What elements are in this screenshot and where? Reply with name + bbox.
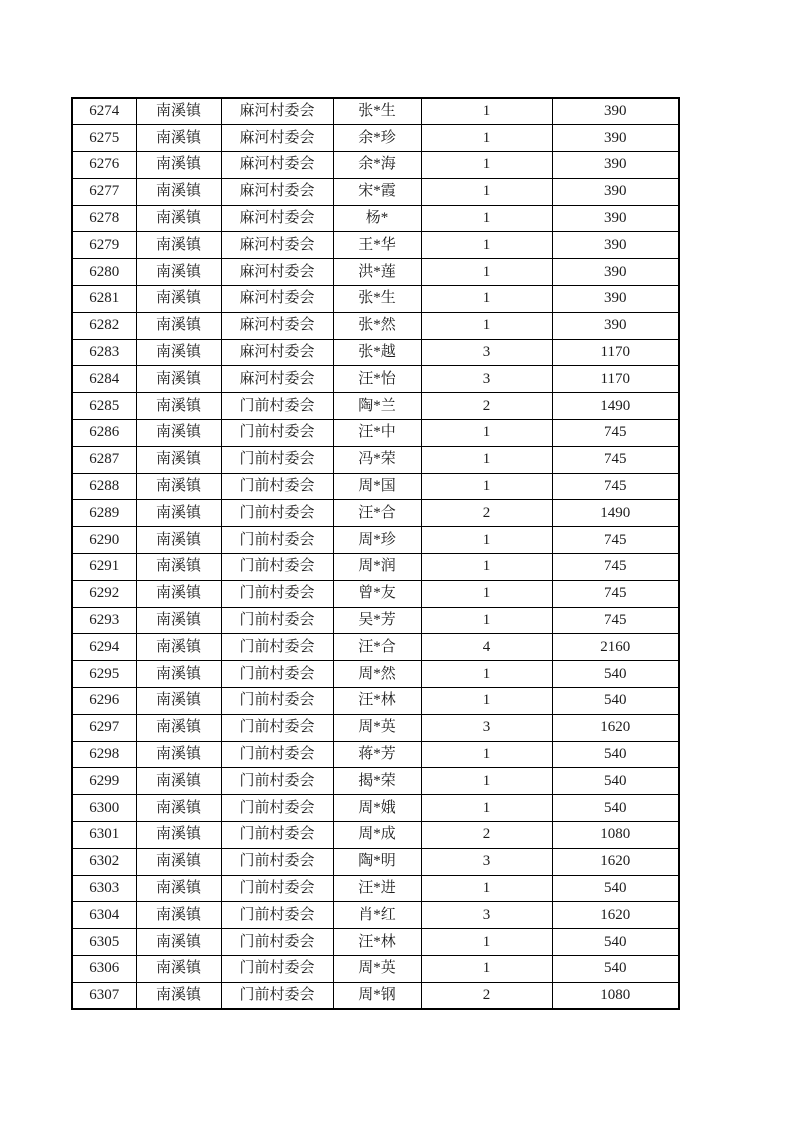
cell-name: 曾*友 (333, 580, 421, 607)
cell-amount: 390 (552, 178, 679, 205)
cell-serial: 6289 (72, 500, 136, 527)
table-row (72, 446, 679, 473)
cell-name: 杨* (333, 205, 421, 232)
cell-name: 揭*荣 (333, 768, 421, 795)
cell-name: 蒋*芳 (333, 741, 421, 768)
cell-town: 南溪镇 (136, 312, 221, 339)
cell-village: 门前村委会 (221, 902, 333, 929)
cell-name: 周*英 (333, 956, 421, 983)
cell-serial: 6295 (72, 661, 136, 688)
cell-name: 余*珍 (333, 125, 421, 152)
cell-town: 南溪镇 (136, 339, 221, 366)
cell-amount: 2160 (552, 634, 679, 661)
cell-amount: 745 (552, 446, 679, 473)
cell-count: 2 (421, 500, 552, 527)
cell-serial: 6281 (72, 286, 136, 313)
cell-town: 南溪镇 (136, 98, 221, 125)
cell-amount: 540 (552, 688, 679, 715)
cell-serial: 6298 (72, 741, 136, 768)
cell-name: 汪*怡 (333, 366, 421, 393)
cell-village: 麻河村委会 (221, 232, 333, 259)
cell-amount: 745 (552, 607, 679, 634)
cell-village: 门前村委会 (221, 527, 333, 554)
cell-count: 1 (421, 795, 552, 822)
cell-amount: 540 (552, 929, 679, 956)
table-row (72, 259, 679, 286)
cell-village: 门前村委会 (221, 795, 333, 822)
cell-amount: 745 (552, 527, 679, 554)
cell-amount: 1620 (552, 902, 679, 929)
table-row (72, 741, 679, 768)
cell-town: 南溪镇 (136, 205, 221, 232)
cell-amount: 540 (552, 661, 679, 688)
cell-count: 3 (421, 366, 552, 393)
cell-town: 南溪镇 (136, 795, 221, 822)
cell-name: 宋*霞 (333, 178, 421, 205)
table-row (72, 98, 679, 125)
table-row (72, 768, 679, 795)
table-row (72, 152, 679, 179)
cell-name: 汪*林 (333, 688, 421, 715)
table-body (72, 98, 679, 1009)
cell-name: 王*华 (333, 232, 421, 259)
cell-count: 1 (421, 580, 552, 607)
cell-count: 3 (421, 714, 552, 741)
cell-serial: 6280 (72, 259, 136, 286)
cell-village: 门前村委会 (221, 554, 333, 581)
cell-town: 南溪镇 (136, 500, 221, 527)
cell-village: 门前村委会 (221, 688, 333, 715)
cell-amount: 1170 (552, 339, 679, 366)
cell-amount: 1620 (552, 848, 679, 875)
table-row (72, 822, 679, 849)
cell-count: 3 (421, 902, 552, 929)
cell-town: 南溪镇 (136, 929, 221, 956)
cell-amount: 1490 (552, 500, 679, 527)
cell-serial: 6290 (72, 527, 136, 554)
cell-town: 南溪镇 (136, 982, 221, 1009)
cell-village: 门前村委会 (221, 473, 333, 500)
table-row (72, 232, 679, 259)
cell-count: 1 (421, 473, 552, 500)
cell-town: 南溪镇 (136, 259, 221, 286)
cell-amount: 540 (552, 741, 679, 768)
cell-name: 周*成 (333, 822, 421, 849)
cell-town: 南溪镇 (136, 286, 221, 313)
table-row (72, 125, 679, 152)
table-row (72, 982, 679, 1009)
cell-serial: 6287 (72, 446, 136, 473)
cell-name: 周*娥 (333, 795, 421, 822)
cell-count: 1 (421, 661, 552, 688)
cell-village: 门前村委会 (221, 714, 333, 741)
table-row (72, 366, 679, 393)
cell-town: 南溪镇 (136, 152, 221, 179)
cell-village: 门前村委会 (221, 607, 333, 634)
table-row (72, 714, 679, 741)
cell-name: 汪*林 (333, 929, 421, 956)
cell-serial: 6278 (72, 205, 136, 232)
cell-serial: 6301 (72, 822, 136, 849)
cell-count: 1 (421, 956, 552, 983)
cell-town: 南溪镇 (136, 125, 221, 152)
cell-serial: 6300 (72, 795, 136, 822)
cell-name: 周*然 (333, 661, 421, 688)
cell-serial: 6283 (72, 339, 136, 366)
table-row (72, 607, 679, 634)
table-row (72, 339, 679, 366)
cell-serial: 6276 (72, 152, 136, 179)
cell-count: 1 (421, 178, 552, 205)
cell-village: 门前村委会 (221, 446, 333, 473)
cell-amount: 540 (552, 956, 679, 983)
table-row (72, 795, 679, 822)
cell-village: 门前村委会 (221, 982, 333, 1009)
cell-town: 南溪镇 (136, 232, 221, 259)
cell-name: 周*英 (333, 714, 421, 741)
cell-count: 1 (421, 152, 552, 179)
cell-village: 门前村委会 (221, 768, 333, 795)
cell-amount: 390 (552, 232, 679, 259)
cell-count: 2 (421, 822, 552, 849)
cell-village: 麻河村委会 (221, 259, 333, 286)
cell-count: 1 (421, 527, 552, 554)
cell-village: 门前村委会 (221, 661, 333, 688)
cell-amount: 390 (552, 152, 679, 179)
table-row (72, 473, 679, 500)
cell-amount: 540 (552, 875, 679, 902)
cell-amount: 390 (552, 286, 679, 313)
table-row (72, 688, 679, 715)
cell-count: 1 (421, 688, 552, 715)
cell-amount: 390 (552, 259, 679, 286)
cell-amount: 1080 (552, 982, 679, 1009)
table-row (72, 205, 679, 232)
cell-name: 汪*进 (333, 875, 421, 902)
cell-count: 2 (421, 393, 552, 420)
cell-serial: 6303 (72, 875, 136, 902)
cell-village: 麻河村委会 (221, 178, 333, 205)
cell-name: 周*润 (333, 554, 421, 581)
cell-count: 1 (421, 98, 552, 125)
cell-amount: 745 (552, 580, 679, 607)
beneficiary-table (71, 97, 680, 1010)
cell-amount: 745 (552, 473, 679, 500)
cell-amount: 540 (552, 795, 679, 822)
cell-serial: 6275 (72, 125, 136, 152)
cell-town: 南溪镇 (136, 902, 221, 929)
cell-name: 冯*荣 (333, 446, 421, 473)
table-row (72, 178, 679, 205)
cell-count: 1 (421, 929, 552, 956)
cell-town: 南溪镇 (136, 393, 221, 420)
cell-amount: 745 (552, 554, 679, 581)
cell-count: 1 (421, 312, 552, 339)
cell-name: 肖*红 (333, 902, 421, 929)
cell-amount: 540 (552, 768, 679, 795)
cell-village: 门前村委会 (221, 956, 333, 983)
cell-town: 南溪镇 (136, 554, 221, 581)
cell-town: 南溪镇 (136, 446, 221, 473)
cell-count: 3 (421, 848, 552, 875)
cell-serial: 6304 (72, 902, 136, 929)
cell-count: 1 (421, 554, 552, 581)
cell-name: 吴*芳 (333, 607, 421, 634)
cell-town: 南溪镇 (136, 741, 221, 768)
cell-serial: 6284 (72, 366, 136, 393)
cell-village: 门前村委会 (221, 420, 333, 447)
cell-serial: 6299 (72, 768, 136, 795)
cell-count: 3 (421, 339, 552, 366)
cell-town: 南溪镇 (136, 527, 221, 554)
cell-serial: 6277 (72, 178, 136, 205)
cell-serial: 6307 (72, 982, 136, 1009)
cell-town: 南溪镇 (136, 420, 221, 447)
cell-amount: 745 (552, 420, 679, 447)
cell-town: 南溪镇 (136, 875, 221, 902)
cell-village: 麻河村委会 (221, 286, 333, 313)
cell-town: 南溪镇 (136, 661, 221, 688)
table-row (72, 875, 679, 902)
cell-count: 1 (421, 607, 552, 634)
cell-count: 1 (421, 232, 552, 259)
cell-town: 南溪镇 (136, 956, 221, 983)
cell-town: 南溪镇 (136, 768, 221, 795)
cell-village: 麻河村委会 (221, 205, 333, 232)
cell-village: 门前村委会 (221, 580, 333, 607)
cell-village: 门前村委会 (221, 822, 333, 849)
cell-amount: 1490 (552, 393, 679, 420)
cell-village: 门前村委会 (221, 929, 333, 956)
cell-serial: 6296 (72, 688, 136, 715)
cell-amount: 1170 (552, 366, 679, 393)
cell-serial: 6306 (72, 956, 136, 983)
table-row (72, 420, 679, 447)
cell-serial: 6294 (72, 634, 136, 661)
table-row (72, 634, 679, 661)
cell-serial: 6282 (72, 312, 136, 339)
cell-town: 南溪镇 (136, 634, 221, 661)
cell-name: 洪*莲 (333, 259, 421, 286)
table-row (72, 902, 679, 929)
cell-serial: 6279 (72, 232, 136, 259)
cell-serial: 6291 (72, 554, 136, 581)
cell-town: 南溪镇 (136, 848, 221, 875)
cell-amount: 1620 (552, 714, 679, 741)
cell-village: 麻河村委会 (221, 98, 333, 125)
table-row (72, 580, 679, 607)
cell-name: 陶*兰 (333, 393, 421, 420)
cell-village: 麻河村委会 (221, 152, 333, 179)
cell-name: 汪*中 (333, 420, 421, 447)
table-row (72, 393, 679, 420)
cell-count: 1 (421, 286, 552, 313)
cell-serial: 6286 (72, 420, 136, 447)
cell-town: 南溪镇 (136, 366, 221, 393)
cell-town: 南溪镇 (136, 580, 221, 607)
cell-serial: 6285 (72, 393, 136, 420)
cell-town: 南溪镇 (136, 822, 221, 849)
cell-count: 1 (421, 446, 552, 473)
cell-count: 4 (421, 634, 552, 661)
cell-village: 门前村委会 (221, 500, 333, 527)
cell-village: 门前村委会 (221, 393, 333, 420)
cell-count: 1 (421, 205, 552, 232)
table-row (72, 312, 679, 339)
cell-count: 2 (421, 982, 552, 1009)
table-row (72, 956, 679, 983)
cell-name: 汪*合 (333, 500, 421, 527)
cell-amount: 390 (552, 312, 679, 339)
cell-name: 张*越 (333, 339, 421, 366)
cell-name: 周*国 (333, 473, 421, 500)
cell-amount: 390 (552, 205, 679, 232)
cell-count: 1 (421, 259, 552, 286)
cell-amount: 390 (552, 125, 679, 152)
cell-village: 麻河村委会 (221, 312, 333, 339)
cell-village: 门前村委会 (221, 741, 333, 768)
cell-town: 南溪镇 (136, 178, 221, 205)
cell-name: 余*海 (333, 152, 421, 179)
table-row (72, 848, 679, 875)
cell-village: 麻河村委会 (221, 366, 333, 393)
cell-name: 陶*明 (333, 848, 421, 875)
cell-name: 汪*合 (333, 634, 421, 661)
cell-count: 1 (421, 741, 552, 768)
cell-town: 南溪镇 (136, 607, 221, 634)
cell-serial: 6274 (72, 98, 136, 125)
cell-count: 1 (421, 875, 552, 902)
cell-village: 麻河村委会 (221, 339, 333, 366)
cell-name: 张*生 (333, 98, 421, 125)
cell-amount: 1080 (552, 822, 679, 849)
cell-amount: 390 (552, 98, 679, 125)
cell-name: 张*然 (333, 312, 421, 339)
cell-count: 1 (421, 125, 552, 152)
cell-village: 麻河村委会 (221, 125, 333, 152)
cell-serial: 6297 (72, 714, 136, 741)
cell-name: 张*生 (333, 286, 421, 313)
cell-serial: 6288 (72, 473, 136, 500)
table-row (72, 500, 679, 527)
cell-serial: 6302 (72, 848, 136, 875)
cell-village: 门前村委会 (221, 634, 333, 661)
table-row (72, 929, 679, 956)
cell-town: 南溪镇 (136, 688, 221, 715)
cell-serial: 6292 (72, 580, 136, 607)
cell-village: 门前村委会 (221, 848, 333, 875)
cell-serial: 6293 (72, 607, 136, 634)
cell-name: 周*钢 (333, 982, 421, 1009)
cell-count: 1 (421, 420, 552, 447)
cell-town: 南溪镇 (136, 714, 221, 741)
cell-town: 南溪镇 (136, 473, 221, 500)
table-row (72, 527, 679, 554)
cell-name: 周*珍 (333, 527, 421, 554)
cell-serial: 6305 (72, 929, 136, 956)
table-row (72, 661, 679, 688)
table-row (72, 286, 679, 313)
cell-village: 门前村委会 (221, 875, 333, 902)
cell-count: 1 (421, 768, 552, 795)
table-row (72, 554, 679, 581)
